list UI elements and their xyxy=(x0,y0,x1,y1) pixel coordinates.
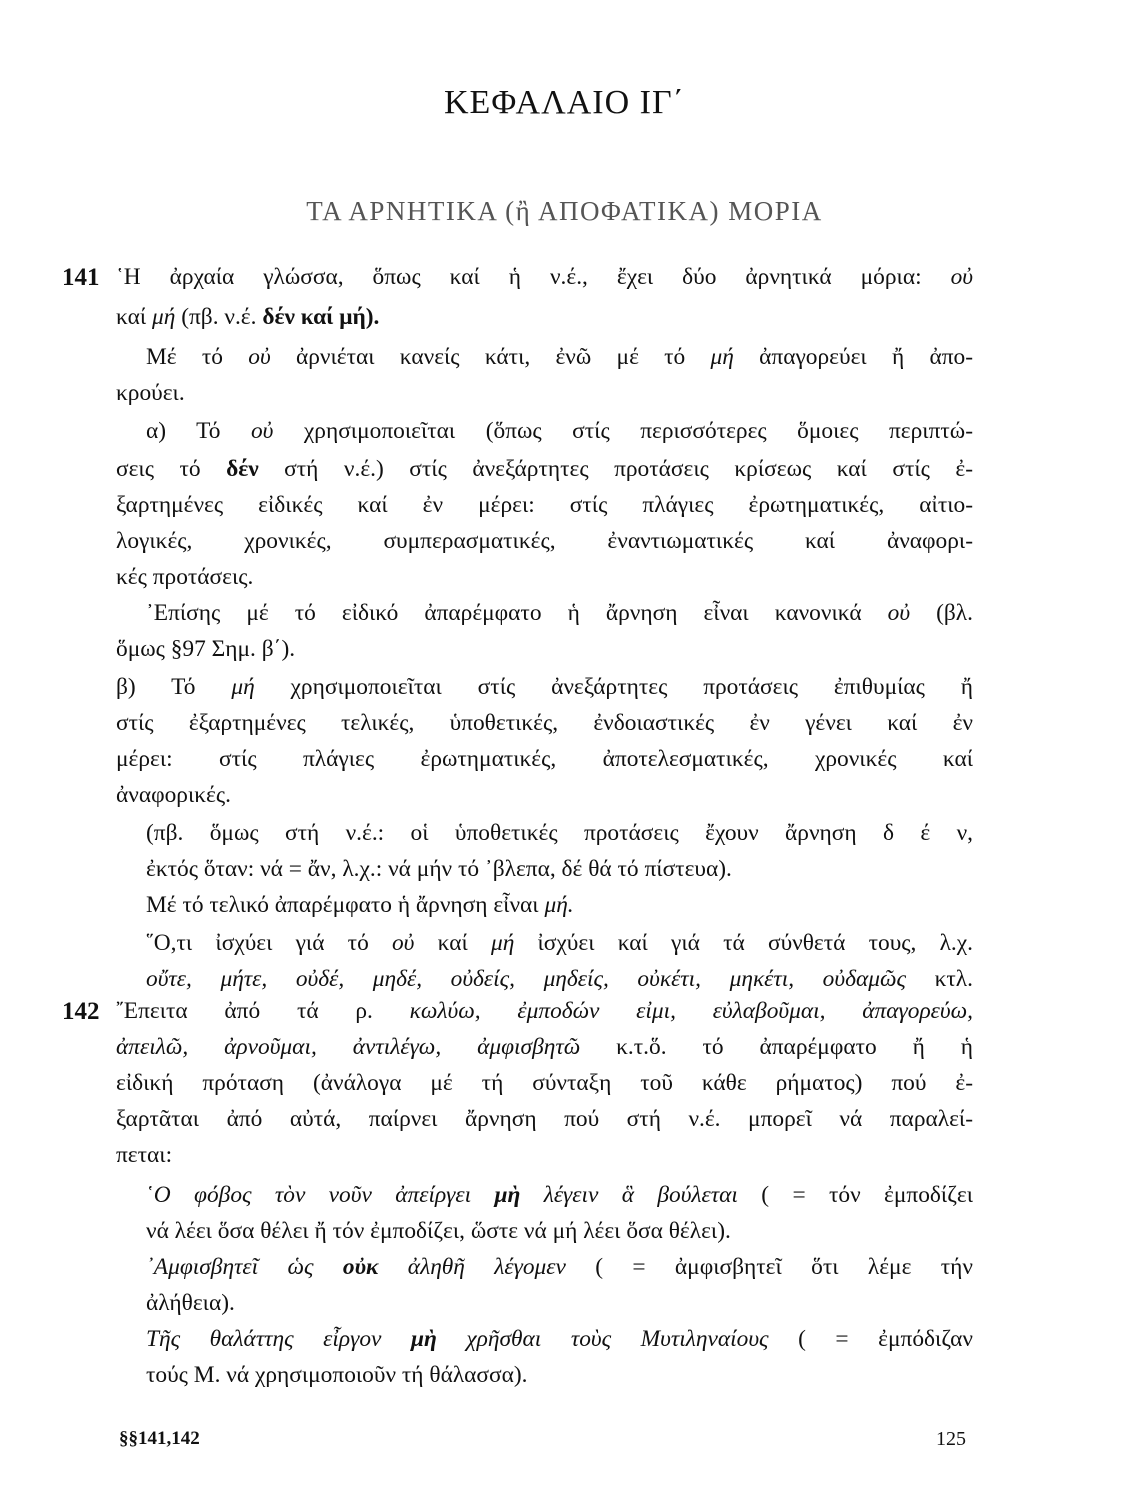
text-line: πεται: xyxy=(116,1142,173,1168)
example-line: νά λέει ὅσα θέλει ἤ τόν ἐμποδίζει, ὥστε νά μή λέει ὅσα θέλει). xyxy=(146,1218,731,1244)
text-line: ἐκτός ὅταν: νά = ἄν, λ.χ.: νά μήν τό ᾿βλεπα, δέ θά τό πίστευα). xyxy=(146,856,732,882)
example-line: τούς Μ. νά χρησιμοποιοῦν τή θάλασσα). xyxy=(146,1362,528,1388)
text-line: καί μή (πβ. ν.έ. δέν καί μή). xyxy=(116,304,380,330)
text-line: κές προτάσεις. xyxy=(116,564,254,590)
example-line: ᾿Αμφισβητεῖ ὡς οὐκ ἀληθῆ λέγομεν ( = ἀμφισβητεῖ ὅτι λέμε τήν xyxy=(146,1254,973,1280)
text-line: ξαρτημένες εἰδικές καί ἐν μέρει: στίς πλάγιες ἐρωτηματικές, αἰτιο- xyxy=(116,492,973,518)
text-line: β) Τό μή χρησιμοποιεῖται στίς ἀνεξάρτητες προτάσεις ἐπιθυμίας ἤ xyxy=(116,674,973,700)
footer-section-refs: §§141,142 xyxy=(119,1428,200,1449)
text-line: σεις τό δέν στή ν.έ.) στίς ἀνεξάρτητες προτάσεις κρίσεως καί στίς ἐ- xyxy=(116,456,974,482)
paragraph-number: 142 xyxy=(62,998,100,1025)
text-line: ῎Επειτα ἀπό τά ρ. κωλύω, ἐμποδών εἰμι, εὐλαβοῦμαι, ἀπαγορεύω, xyxy=(116,998,973,1024)
example-line: ῾Ο φόβος τὸν νοῦν ἀπείργει μὴ λέγειν ἃ βούλεται ( = τόν ἐμποδίζει xyxy=(146,1182,974,1208)
text-line: ἀπειλῶ, ἀρνοῦμαι, ἀντιλέγω, ἀμφισβητῶ κ.τ.ὅ. τό ἀπαρέμφατο ἤ ἡ xyxy=(116,1034,973,1060)
text-line: μέρει: στίς πλάγιες ἐρωτηματικές, ἀποτελεσματικές, χρονικές καί xyxy=(116,746,973,772)
section-title: ΤΑ ΑΡΝΗΤΙΚΑ (ἢ ΑΠΟΦΑΤΙΚΑ) ΜΟΡΙΑ xyxy=(306,196,823,226)
text-line: λογικές, χρονικές, συμπερασματικές, ἐναντιωματικές καί ἀναφορι- xyxy=(116,528,973,554)
example-line: ἀλήθεια). xyxy=(146,1290,235,1316)
text-line: Μέ τό οὐ ἀρνιέται κανείς κάτι, ἐνῶ μέ τό μή ἀπαγορεύει ἤ ἀπο- xyxy=(146,344,973,370)
text-line: ῞Ο,τι ἰσχύει γιά τό οὐ καί μή ἰσχύει καί γιά τά σύνθετά τους, λ.χ. xyxy=(146,930,974,956)
text-line: ἀναφορικές. xyxy=(116,782,231,808)
text-line: ᾿Επίσης μέ τό εἰδικό ἀπαρέμφατο ἡ ἄρνηση εἶναι κανονικά οὐ (βλ. xyxy=(146,600,973,626)
text-line: οὔτε, μήτε, οὐδέ, μηδέ, οὐδείς, μηδείς, οὐκέτι, μηκέτι, οὐδαμῶς κτλ. xyxy=(146,966,973,992)
text-line: ῾Η ἀρχαία γλώσσα, ὅπως καί ἡ ν.έ., ἔχει δύο ἀρνητικά μόρια: οὐ xyxy=(116,264,973,290)
text-line: εἰδική πρόταση (ἀνάλογα μέ τή σύνταξη τοῦ κάθε ρήματος) πού ἐ- xyxy=(116,1070,973,1096)
text-line: Μέ τό τελικό ἀπαρέμφατο ἡ ἄρνηση εἶναι μή. xyxy=(146,892,574,918)
text-line: (πβ. ὅμως στή ν.έ.: οἱ ὑποθετικές προτάσεις ἔχουν ἄρνηση δ έ ν, xyxy=(146,820,973,846)
page-number: 125 xyxy=(936,1428,966,1450)
text-line: α) Τό οὐ χρησιμοποιεῖται (ὅπως στίς περισσότερες ὅμοιες περιπτώ- xyxy=(146,418,973,444)
text-line: στίς ἐξαρτημένες τελικές, ὑποθετικές, ἐνδοιαστικές ἐν γένει καί ἐν xyxy=(116,710,973,736)
text-line: ξαρτᾶται ἀπό αὐτά, παίρνει ἄρνηση πού στή ν.έ. μπορεῖ νά παραλεί- xyxy=(116,1106,973,1132)
chapter-title: ΚΕΦΑΛΑΙΟ ΙΓ΄ xyxy=(444,84,685,121)
text-line: κρούει. xyxy=(116,380,185,406)
text-line: ὅμως §97 Σημ. β΄). xyxy=(116,636,296,662)
paragraph-number: 141 xyxy=(62,264,100,291)
example-line: Τῆς θαλάττης εἶργον μὴ χρῆσθαι τοὺς Μυτιληναίους ( = ἐμπόδιζαν xyxy=(146,1326,973,1352)
